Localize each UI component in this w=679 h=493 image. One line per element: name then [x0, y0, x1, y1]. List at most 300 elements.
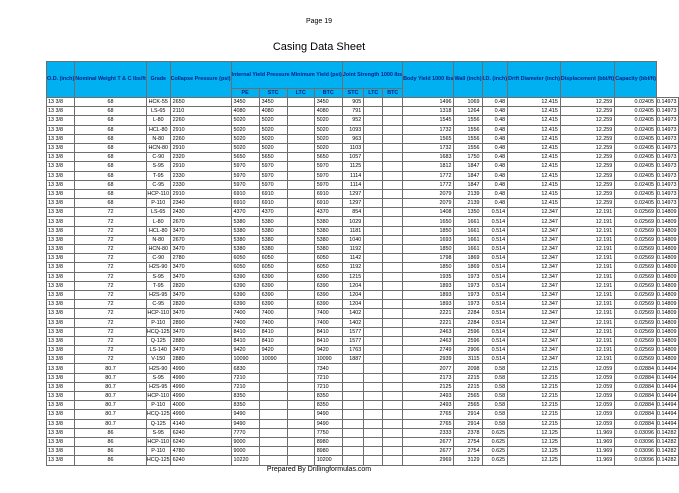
table-cell: 0.514	[482, 355, 508, 364]
table-cell: 1763	[342, 346, 363, 355]
table-row	[47, 300, 679, 309]
table-cell: 0.48	[482, 180, 508, 189]
header-internal-yield: Internal Yield Pressure Minimum Yield (psi)	[231, 62, 342, 89]
table-cell: 0.14809	[656, 327, 679, 336]
table-cell: 72	[75, 346, 147, 355]
table-cell: 12.191	[560, 336, 614, 345]
table-cell: 8350	[231, 401, 259, 410]
table-cell: C-90	[146, 153, 170, 162]
table-cell	[287, 290, 314, 299]
table-cell: 3470	[170, 290, 231, 299]
table-cell	[287, 107, 314, 116]
table-cell: 13 3/8	[47, 336, 75, 345]
table-cell: 0.625	[482, 428, 508, 437]
table-cell: S-95	[146, 272, 170, 281]
table-cell: C-95	[146, 180, 170, 189]
table-cell: 13 3/8	[47, 125, 75, 134]
table-cell: 12.191	[560, 300, 614, 309]
table-cell: 0.14809	[656, 208, 679, 217]
table-cell: H2S-90	[146, 263, 170, 272]
table-cell: 0.514	[482, 254, 508, 263]
table-cell	[287, 134, 314, 143]
table-cell: 12.191	[560, 235, 614, 244]
table-cell: 12.347	[508, 309, 561, 318]
table-cell: 905	[342, 98, 363, 107]
table-cell: 12.347	[508, 318, 561, 327]
table-cell: 6240	[170, 428, 231, 437]
table-cell: 3470	[170, 309, 231, 318]
table-cell: 72	[75, 263, 147, 272]
table-cell: 1114	[342, 180, 363, 189]
table-cell: 13 3/8	[47, 437, 75, 446]
table-cell: 0.03096	[615, 428, 657, 437]
table-cell: 13 3/8	[47, 346, 75, 355]
table-cell: 5650	[314, 153, 342, 162]
table-cell: 1125	[342, 162, 363, 171]
table-cell	[383, 180, 403, 189]
footer-credit: Prepared By Drillingformulas.com	[266, 466, 372, 473]
table-cell: 12.415	[508, 98, 561, 107]
table-cell: 13 3/8	[47, 217, 75, 226]
table-cell: 0.02569	[615, 336, 657, 345]
table-cell: 12.415	[508, 199, 561, 208]
table-cell: 0.02569	[615, 208, 657, 217]
table-cell	[364, 364, 383, 373]
table-cell	[364, 346, 383, 355]
table-cell	[259, 419, 287, 428]
table-cell: 72	[75, 290, 147, 299]
table-cell: 12.347	[508, 272, 561, 281]
table-cell	[287, 318, 314, 327]
table-cell: C-95	[146, 300, 170, 309]
table-cell: 86	[75, 447, 147, 456]
table-cell: 13 3/8	[47, 281, 75, 290]
table-cell: 7750	[314, 428, 342, 437]
table-cell: 13 3/8	[47, 318, 75, 327]
table-cell: 10090	[231, 355, 259, 364]
table-cell: 4080	[259, 107, 287, 116]
table-cell: 5020	[259, 134, 287, 143]
header-wall: Wall (inch)	[454, 62, 482, 98]
table-cell: 0.02569	[615, 263, 657, 272]
table-cell	[364, 300, 383, 309]
table-row	[47, 217, 679, 226]
table-cell: 4990	[170, 392, 231, 401]
table-cell	[287, 162, 314, 171]
table-cell	[383, 143, 403, 152]
table-cell: HCP-110	[147, 310, 170, 317]
table-cell: 0.14282	[656, 428, 679, 437]
table-cell: 0.48	[482, 199, 508, 208]
table-cell	[259, 428, 287, 437]
subheader-btc: BTC	[383, 89, 403, 98]
table-cell: 8410	[314, 327, 342, 336]
header-collapse-pressure: Collapse Pressure (psi)	[170, 62, 231, 98]
table-cell: 0.02569	[615, 254, 657, 263]
table-cell: 0.02569	[615, 245, 657, 254]
table-row	[47, 309, 679, 318]
table-cell: 13 3/8	[47, 456, 75, 465]
table-row	[47, 162, 679, 171]
table-cell	[364, 180, 383, 189]
table-cell: 5380	[314, 217, 342, 226]
table-cell	[287, 171, 314, 180]
table-cell	[287, 428, 314, 437]
table-cell	[383, 456, 403, 465]
table-cell: 1565	[403, 134, 454, 143]
table-row	[47, 226, 679, 235]
table-cell: 0.58	[482, 364, 508, 373]
table-cell: 5020	[259, 125, 287, 134]
table-cell	[287, 153, 314, 162]
table-cell	[287, 116, 314, 125]
table-cell: 0.14973	[656, 125, 679, 134]
table-cell: 0.58	[482, 382, 508, 391]
table-cell	[287, 235, 314, 244]
table-cell: 7210	[231, 382, 259, 391]
table-cell: 0.14973	[656, 143, 679, 152]
table-cell: 8350	[314, 401, 342, 410]
table-cell	[383, 437, 403, 446]
table-cell: 0.02405	[615, 171, 657, 180]
table-cell: 12.125	[508, 437, 561, 446]
table-cell: 12.415	[508, 162, 561, 171]
table-cell: 0.14494	[656, 373, 679, 382]
table-cell: 12.415	[508, 180, 561, 189]
table-row	[47, 327, 679, 336]
table-cell: 12.347	[508, 327, 561, 336]
table-cell: 2260	[170, 116, 231, 125]
page-number: Page 19	[305, 18, 333, 25]
table-cell	[364, 226, 383, 235]
table-cell: 2110	[170, 107, 231, 116]
table-cell: 1192	[342, 245, 363, 254]
table-cell: 1847	[454, 162, 482, 171]
table-cell: 4370	[231, 208, 259, 217]
table-cell: 5020	[231, 143, 259, 152]
table-cell: 5380	[314, 226, 342, 235]
table-cell: 11.969	[560, 428, 614, 437]
table-cell: 13 3/8	[47, 447, 75, 456]
table-cell	[364, 235, 383, 244]
table-body	[47, 98, 679, 466]
table-cell: 1103	[342, 143, 363, 152]
table-cell	[287, 309, 314, 318]
table-cell: 2493	[403, 401, 454, 410]
table-cell: 1114	[342, 171, 363, 180]
table-cell: 13 3/8	[47, 401, 75, 410]
table-cell	[287, 355, 314, 364]
table-cell: 68	[75, 180, 147, 189]
table-cell: 10090	[259, 355, 287, 364]
table-cell	[342, 437, 363, 446]
table-cell: 2910	[170, 162, 231, 171]
table-cell: 0.02405	[615, 189, 657, 198]
table-cell: 12.059	[560, 364, 614, 373]
header-id: I.D. (inch)	[482, 62, 508, 98]
table-cell: 1556	[454, 134, 482, 143]
table-cell: 5380	[259, 226, 287, 235]
table-cell: 0.02405	[615, 134, 657, 143]
table-cell: 5020	[314, 134, 342, 143]
table-cell: 7400	[259, 318, 287, 327]
table-cell: P-110	[146, 318, 170, 327]
table-cell	[364, 162, 383, 171]
table-cell: 68	[75, 199, 147, 208]
table-cell: 0.514	[482, 226, 508, 235]
table-cell	[383, 189, 403, 198]
table-cell: 80.7	[75, 373, 147, 382]
table-cell: 952	[342, 116, 363, 125]
table-cell: 0.58	[482, 373, 508, 382]
table-cell: 6390	[231, 290, 259, 299]
table-cell: P-110	[146, 401, 170, 410]
table-cell: H2S-95	[146, 382, 170, 391]
table-cell	[259, 401, 287, 410]
table-cell: C-90	[146, 254, 170, 263]
table-cell: 0.14494	[656, 382, 679, 391]
table-cell: 68	[75, 153, 147, 162]
table-cell: P-110	[146, 447, 170, 456]
table-cell: 12.215	[508, 401, 561, 410]
table-cell	[383, 392, 403, 401]
table-cell: 12.347	[508, 300, 561, 309]
table-cell: 2969	[403, 456, 454, 465]
table-cell: P-110	[146, 199, 170, 208]
table-cell: 8410	[259, 336, 287, 345]
table-cell: 2906	[454, 346, 482, 355]
table-cell: 6390	[259, 272, 287, 281]
table-cell: 12.347	[508, 245, 561, 254]
table-cell	[383, 254, 403, 263]
table-cell: 5650	[231, 153, 259, 162]
table-cell	[364, 217, 383, 226]
table-cell: 2765	[403, 419, 454, 428]
table-cell: 2320	[170, 153, 231, 162]
table-cell: 5970	[259, 180, 287, 189]
table-cell: 0.14973	[656, 171, 679, 180]
table-cell: 1893	[403, 281, 454, 290]
table-cell	[364, 410, 383, 419]
table-cell: 5020	[259, 143, 287, 152]
table-cell: 13 3/8	[47, 235, 75, 244]
table-cell	[287, 272, 314, 281]
table-cell: 13 3/8	[47, 355, 75, 364]
table-cell: 0.14809	[656, 272, 679, 281]
table-cell: 12.259	[560, 189, 614, 198]
table-cell: 6390	[259, 300, 287, 309]
table-cell	[287, 346, 314, 355]
table-cell	[364, 447, 383, 456]
table-cell: 0.02569	[615, 355, 657, 364]
table-cell	[364, 419, 383, 428]
table-cell: 2910	[170, 189, 231, 198]
table-cell	[383, 447, 403, 456]
table-cell	[259, 392, 287, 401]
table-cell: 0.02405	[615, 98, 657, 107]
table-row	[47, 346, 679, 355]
table-cell: 0.48	[482, 162, 508, 171]
table-cell: 2378	[454, 428, 482, 437]
table-cell: 4140	[170, 419, 231, 428]
table-cell: 6910	[231, 199, 259, 208]
table-cell	[383, 419, 403, 428]
table-cell: 12.191	[560, 217, 614, 226]
table-cell: 8980	[314, 437, 342, 446]
table-cell	[364, 272, 383, 281]
table-cell: 0.58	[482, 401, 508, 410]
table-cell	[287, 180, 314, 189]
table-cell: 0.514	[482, 245, 508, 254]
table-cell	[287, 392, 314, 401]
table-cell: 13 3/8	[47, 300, 75, 309]
table-cell: 13 3/8	[47, 116, 75, 125]
table-cell: 7400	[231, 318, 259, 327]
table-cell: 1577	[342, 327, 363, 336]
table-cell: 5380	[231, 245, 259, 254]
table-cell: 1029	[342, 217, 363, 226]
table-cell: 13 3/8	[47, 143, 75, 152]
table-cell: 7210	[314, 373, 342, 382]
table-cell: 1556	[454, 143, 482, 152]
table-cell: 1181	[342, 226, 363, 235]
table-cell	[287, 281, 314, 290]
table-cell: 0.02569	[615, 217, 657, 226]
table-cell	[287, 208, 314, 217]
table-cell: 13 3/8	[47, 153, 75, 162]
table-cell: 68	[75, 143, 147, 152]
table-cell: 0.48	[482, 98, 508, 107]
table-row	[47, 318, 679, 327]
table-cell: 0.48	[482, 153, 508, 162]
table-cell: 0.14809	[656, 290, 679, 299]
table-cell: 1556	[454, 116, 482, 125]
table-cell: 12.191	[560, 290, 614, 299]
table-cell	[342, 364, 363, 373]
table-cell	[364, 143, 383, 152]
table-cell	[383, 235, 403, 244]
table-cell: 0.14809	[656, 318, 679, 327]
table-cell: 1545	[403, 116, 454, 125]
table-cell	[364, 263, 383, 272]
table-cell: 7400	[259, 309, 287, 318]
table-cell: 12.259	[560, 199, 614, 208]
table-cell: 6050	[259, 263, 287, 272]
table-cell: 1812	[403, 162, 454, 171]
table-cell: 9490	[231, 410, 259, 419]
table-cell	[287, 456, 314, 465]
table-cell: 13 3/8	[47, 189, 75, 198]
table-cell: 12.215	[508, 392, 561, 401]
table-cell: 7340	[314, 364, 342, 373]
table-cell: 0.02405	[615, 125, 657, 134]
table-cell: 6390	[314, 300, 342, 309]
table-cell: 8410	[259, 327, 287, 336]
table-cell: 1650	[403, 217, 454, 226]
table-cell	[287, 189, 314, 198]
header-od: O.D. (inch)	[47, 62, 75, 98]
table-row	[47, 281, 679, 290]
table-cell	[364, 336, 383, 345]
table-cell: 12.347	[508, 208, 561, 217]
table-cell: 0.03096	[615, 447, 657, 456]
table-cell: 0.02405	[615, 143, 657, 152]
table-cell: 12.125	[508, 447, 561, 456]
table-cell: 72	[75, 226, 147, 235]
table-cell: 0.02405	[615, 162, 657, 171]
table-cell: 12.059	[560, 373, 614, 382]
table-cell: 12.259	[560, 180, 614, 189]
table-cell: 2284	[454, 318, 482, 327]
table-row	[47, 153, 679, 162]
table-cell: 12.259	[560, 98, 614, 107]
table-cell: 1935	[403, 272, 454, 281]
table-cell: 0.14809	[656, 217, 679, 226]
table-cell: 7400	[231, 309, 259, 318]
table-cell: 0.02405	[615, 153, 657, 162]
table-row	[47, 189, 679, 198]
table-cell: 1850	[403, 245, 454, 254]
subheader-stc: STC	[342, 89, 363, 98]
table-cell: 0.14282	[656, 447, 679, 456]
table-cell: 0.48	[482, 107, 508, 116]
table-cell: 3470	[170, 245, 231, 254]
table-row	[47, 254, 679, 263]
table-cell: 12.259	[560, 107, 614, 116]
table-cell: 0.02569	[615, 346, 657, 355]
table-cell	[383, 327, 403, 336]
table-cell: 8350	[314, 392, 342, 401]
table-cell: 1577	[342, 336, 363, 345]
table-cell: 72	[75, 336, 147, 345]
table-cell: 0.02405	[615, 199, 657, 208]
table-cell: 5020	[314, 125, 342, 134]
table-cell	[364, 318, 383, 327]
table-cell: 1402	[342, 318, 363, 327]
table-cell: 0.14809	[656, 235, 679, 244]
table-row	[47, 263, 679, 272]
table-cell: 12.415	[508, 171, 561, 180]
table-row	[47, 116, 679, 125]
table-cell: 0.02569	[615, 290, 657, 299]
table-cell: L-80	[146, 116, 170, 125]
table-cell: 3115	[454, 355, 482, 364]
table-cell: 12.059	[560, 401, 614, 410]
table-cell: 12.215	[508, 410, 561, 419]
table-cell: 12.259	[560, 116, 614, 125]
table-cell: 3450	[259, 98, 287, 107]
table-cell: 1297	[342, 189, 363, 198]
table-cell	[364, 189, 383, 198]
table-cell: 8410	[314, 336, 342, 345]
table-cell: 11.969	[560, 447, 614, 456]
table-cell: 1973	[454, 290, 482, 299]
table-cell: HCP-110	[147, 439, 170, 446]
table-cell: 12.347	[508, 281, 561, 290]
table-cell: 2939	[403, 355, 454, 364]
table-cell: 5970	[231, 180, 259, 189]
table-row	[47, 373, 679, 382]
table-cell: 11.969	[560, 456, 614, 465]
table-cell: 2596	[454, 336, 482, 345]
table-cell: 7210	[231, 373, 259, 382]
table-row	[47, 171, 679, 180]
table-cell: 5020	[231, 116, 259, 125]
table-cell: 3470	[170, 346, 231, 355]
table-cell: 0.03096	[615, 437, 657, 446]
table-cell: 2820	[170, 281, 231, 290]
table-cell: 1683	[403, 153, 454, 162]
